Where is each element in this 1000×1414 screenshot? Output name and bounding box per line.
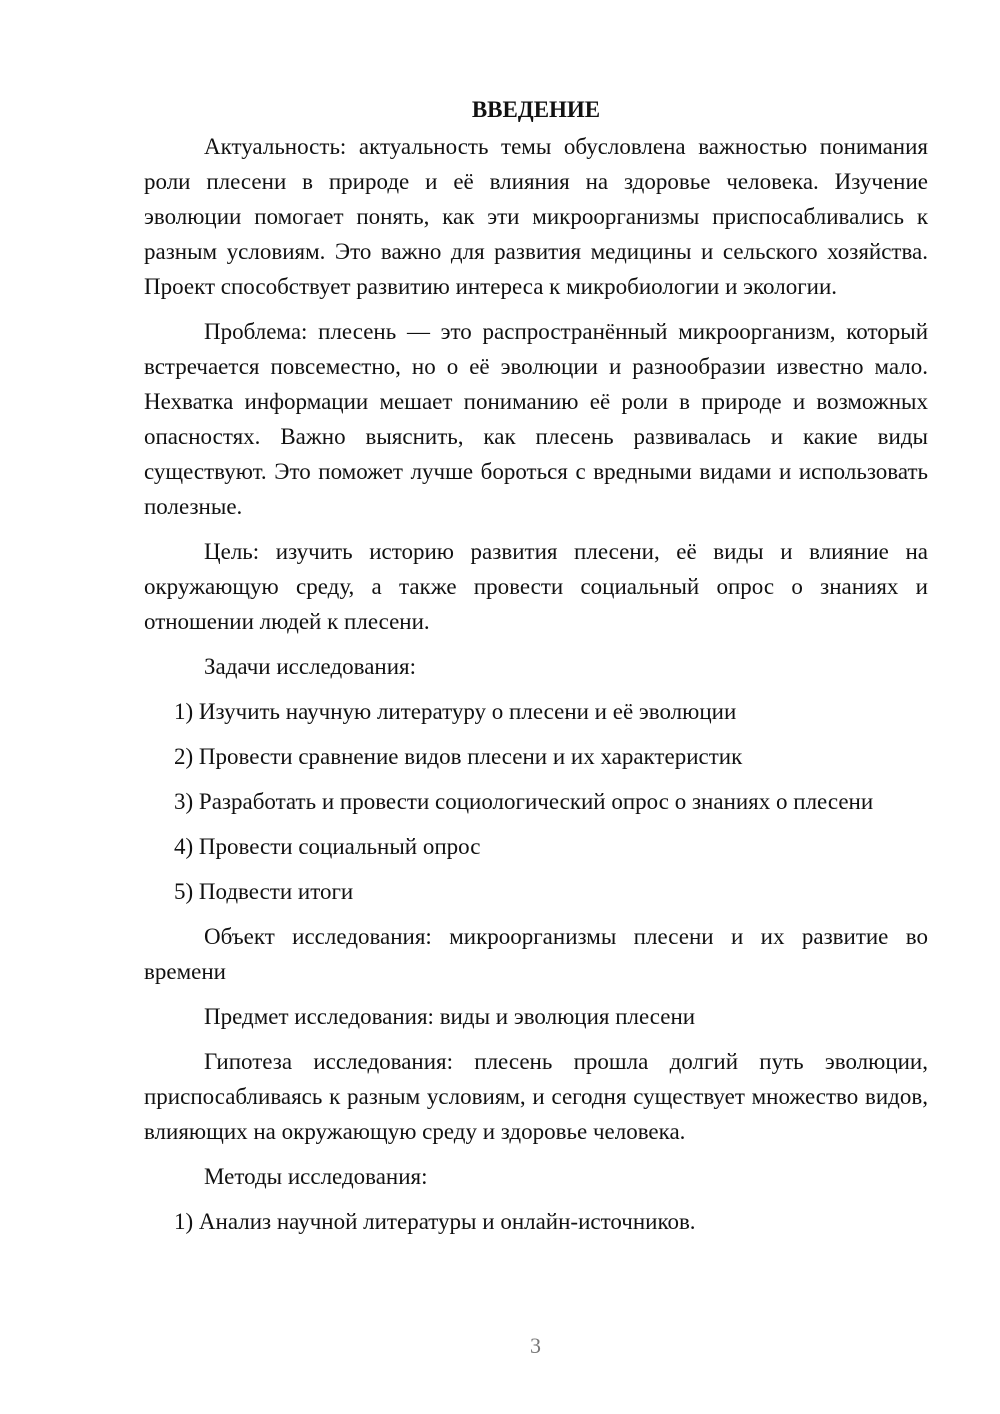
task-item: 1) Изучить научную литературу о плесени и её эволюции xyxy=(174,699,737,724)
tasks-heading: Задачи исследования: xyxy=(204,654,417,679)
page-content xyxy=(144,92,928,1239)
relevance-paragraph: Актуальность: актуальность темы обусловлена важностью понимания роли плесени в природе и её влияния на здоровье человека. Изучение эволюции помогает понять, как эти микроорганизмы приспосабливались к разным условиям. Это важно для развития медицины и сельского хозяйства. Проект способствует развитию интереса к микробиологии и экологии. xyxy=(144,134,928,299)
hypothesis-paragraph: Гипотеза исследования: плесень прошла долгий путь эволюции, приспосабливаясь к разным условиям, и сегодня существует множество видов, влияющих на окружающую среду и здоровье человека. xyxy=(144,1049,928,1144)
methods-heading: Методы исследования: xyxy=(204,1164,428,1189)
task-item: 3) Разработать и провести социологический опрос о знаниях о плесени xyxy=(174,789,874,814)
method-item: 1) Анализ научной литературы и онлайн-источников. xyxy=(174,1209,696,1234)
task-item: 4) Провести социальный опрос xyxy=(174,834,481,859)
task-item: 2) Провести сравнение видов плесени и их характеристик xyxy=(174,744,743,769)
section-title: ВВЕДЕНИЕ xyxy=(471,97,601,122)
page-number: 3 xyxy=(530,1333,541,1358)
subject-paragraph: Предмет исследования: виды и эволюция плесени xyxy=(204,1004,696,1029)
problem-paragraph: Проблема: плесень — это распространённый микроорганизм, который встречается повсеместно, но о её эволюции и разнообразии известно мало. Нехватка информации мешает пониманию её роли в природе и возможных опасностях. Важно выяснить, как плесень развивалась и какие виды существуют. Это поможет лучше бороться с вредными видами и использовать полезные. xyxy=(144,319,928,519)
task-item: 5) Подвести итоги xyxy=(174,879,354,904)
object-paragraph: Объект исследования: микроорганизмы плесени и их развитие во времени xyxy=(144,924,928,984)
goal-paragraph: Цель: изучить историю развития плесени, её виды и влияние на окружающую среду, а также провести социальный опрос о знаниях и отношении людей к плесени. xyxy=(144,539,928,634)
